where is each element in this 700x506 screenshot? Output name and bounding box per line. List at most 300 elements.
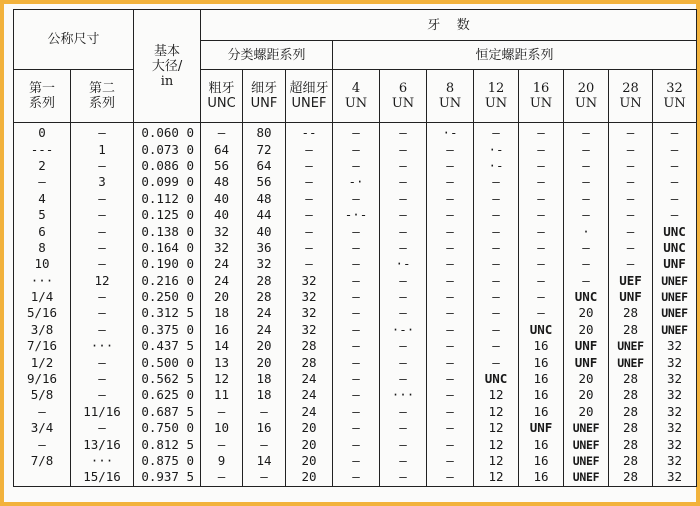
- un28-cell: 28: [609, 420, 653, 436]
- constant-col-tpi: 28: [622, 81, 639, 96]
- constant-col-series: UN: [391, 96, 415, 111]
- constant-col-tpi: 20: [577, 81, 595, 96]
- first-series-cell: [14, 469, 71, 486]
- un20-cell: 20: [564, 322, 609, 338]
- second-series-cell: 13/16: [71, 436, 134, 452]
- un32-cell: UNC: [653, 223, 697, 239]
- fine-cell: —: [243, 436, 286, 452]
- constant-col-series: UN: [438, 96, 462, 111]
- un4-cell: —: [333, 436, 380, 452]
- constant-col-series: UN: [344, 96, 368, 111]
- un20-cell: UNEF: [564, 469, 609, 486]
- un16-cell: UNF: [519, 420, 564, 436]
- fine-cell: 24: [243, 305, 286, 321]
- table-row: [14, 404, 697, 420]
- second-series-label-1: 第二: [89, 81, 116, 96]
- fine-label-2: UNF: [250, 96, 278, 111]
- extra-fine-cell: —: [286, 158, 333, 174]
- un8-cell: —: [427, 338, 474, 354]
- un20-cell: 20: [564, 371, 609, 387]
- un8-cell: —: [427, 207, 474, 223]
- first-series-cell: —: [14, 174, 71, 190]
- un28-cell: —: [609, 207, 653, 223]
- basic-diameter-cell: 0.086 0: [134, 158, 201, 174]
- un20-cell: UNF: [564, 354, 609, 370]
- constant-series-header: 恒定螺距系列: [333, 41, 697, 70]
- un8-cell: —: [427, 191, 474, 207]
- basic-diameter-cell: 0.250 0: [134, 289, 201, 305]
- coarse-cell: 14: [201, 338, 243, 354]
- un12-cell: 12: [474, 453, 519, 469]
- constant-col-header: [653, 70, 697, 123]
- un16-cell: —: [519, 240, 564, 256]
- table-row: [14, 436, 697, 452]
- table-row: [14, 453, 697, 469]
- un20-cell: ·: [564, 223, 609, 239]
- un6-cell: —: [380, 305, 427, 321]
- coarse-cell: 56: [201, 158, 243, 174]
- un8-cell: —: [427, 354, 474, 370]
- un32-cell: 32: [653, 371, 697, 387]
- extra-fine-cell: 32: [286, 273, 333, 289]
- tpi-header: 牙 数: [201, 10, 697, 41]
- second-series-cell: —: [71, 289, 134, 305]
- constant-col-series: UN: [574, 96, 598, 111]
- un28-cell: 28: [609, 453, 653, 469]
- second-series-cell: —: [71, 387, 134, 403]
- coarse-cell: 64: [201, 141, 243, 157]
- un28-cell: UEF: [609, 273, 653, 289]
- un20-cell: UNEF: [564, 453, 609, 469]
- second-series-cell: —: [71, 256, 134, 272]
- un16-cell: —: [519, 256, 564, 272]
- basic-diameter-label-3: in: [160, 73, 174, 89]
- fine-cell: 32: [243, 256, 286, 272]
- un8-cell: —: [427, 404, 474, 420]
- basic-diameter-cell: 0.060 0: [134, 123, 201, 142]
- second-series-cell: —: [71, 158, 134, 174]
- un4-cell: -·: [333, 174, 380, 190]
- un32-cell: —: [653, 158, 697, 174]
- first-series-cell: 5: [14, 207, 71, 223]
- un6-cell: —: [380, 240, 427, 256]
- un4-cell: —: [333, 191, 380, 207]
- un20-cell: 20: [564, 387, 609, 403]
- un6-cell: —: [380, 123, 427, 142]
- coarse-cell: 24: [201, 273, 243, 289]
- first-series-cell: 3/8: [14, 322, 71, 338]
- un32-cell: 32: [653, 354, 697, 370]
- un32-cell: UNF: [653, 256, 697, 272]
- constant-col-header: [427, 70, 474, 123]
- fine-cell: 56: [243, 174, 286, 190]
- un4-cell: —: [333, 420, 380, 436]
- un32-cell: —: [653, 191, 697, 207]
- basic-diameter-cell: 0.937 5: [134, 469, 201, 486]
- un4-cell: —: [333, 453, 380, 469]
- constant-col-tpi: 4: [351, 81, 361, 96]
- un4-cell: —: [333, 387, 380, 403]
- un20-cell: —: [564, 191, 609, 207]
- un12-cell: UNC: [474, 371, 519, 387]
- first-series-cell: 7/8: [14, 453, 71, 469]
- table-row: [14, 207, 697, 223]
- second-series-cell: 3: [71, 174, 134, 190]
- un20-cell: —: [564, 123, 609, 142]
- un16-cell: —: [519, 223, 564, 239]
- second-series-cell: —: [71, 191, 134, 207]
- un16-cell: 16: [519, 453, 564, 469]
- coarse-cell: 32: [201, 223, 243, 239]
- un8-cell: —: [427, 174, 474, 190]
- second-series-cell: 12: [71, 273, 134, 289]
- un32-cell: —: [653, 123, 697, 142]
- fine-cell: 20: [243, 338, 286, 354]
- table-row: [14, 273, 697, 289]
- extra-fine-cell: 20: [286, 469, 333, 486]
- coarse-label-1: 粗牙: [208, 81, 235, 96]
- extra-fine-cell: 20: [286, 436, 333, 452]
- table-row: [14, 305, 697, 321]
- un32-cell: 32: [653, 420, 697, 436]
- extra-fine-cell: —: [286, 141, 333, 157]
- un16-cell: 16: [519, 354, 564, 370]
- un4-cell: —: [333, 256, 380, 272]
- extra-fine-cell: —: [286, 207, 333, 223]
- second-series-cell: —: [71, 305, 134, 321]
- un8-cell: —: [427, 141, 474, 157]
- un28-cell: —: [609, 158, 653, 174]
- un28-cell: 28: [609, 305, 653, 321]
- fine-cell: 20: [243, 354, 286, 370]
- un20-cell: UNC: [564, 289, 609, 305]
- first-series-cell: 0: [14, 123, 71, 142]
- un16-cell: 16: [519, 387, 564, 403]
- second-series-cell: 1: [71, 141, 134, 157]
- coarse-cell: 18: [201, 305, 243, 321]
- un6-cell: —: [380, 404, 427, 420]
- second-series-header: [71, 70, 134, 123]
- un8-cell: —: [427, 420, 474, 436]
- first-series-cell: 4: [14, 191, 71, 207]
- un16-cell: UNC: [519, 322, 564, 338]
- un12-cell: —: [474, 338, 519, 354]
- fine-cell: 18: [243, 387, 286, 403]
- coarse-cell: 24: [201, 256, 243, 272]
- un8-cell: —: [427, 322, 474, 338]
- un28-cell: UNEF: [609, 338, 653, 354]
- coarse-cell: —: [201, 436, 243, 452]
- un16-cell: 16: [519, 469, 564, 486]
- basic-diameter-cell: 0.164 0: [134, 240, 201, 256]
- un32-cell: 32: [653, 453, 697, 469]
- un12-cell: —: [474, 289, 519, 305]
- un16-cell: —: [519, 158, 564, 174]
- un6-cell: —: [380, 371, 427, 387]
- first-series-cell: 1/2: [14, 354, 71, 370]
- fine-cell: 16: [243, 420, 286, 436]
- basic-diameter-cell: 0.687 5: [134, 404, 201, 420]
- un4-cell: —: [333, 141, 380, 157]
- coarse-label-2: UNC: [207, 96, 236, 111]
- fine-cell: 80: [243, 123, 286, 142]
- basic-diameter-cell: 0.312 5: [134, 305, 201, 321]
- un8-cell: —: [427, 240, 474, 256]
- table-row: [14, 123, 697, 142]
- coarse-cell: 40: [201, 191, 243, 207]
- fine-cell: 36: [243, 240, 286, 256]
- un28-cell: 28: [609, 371, 653, 387]
- second-series-cell: 11/16: [71, 404, 134, 420]
- constant-col-header: [564, 70, 609, 123]
- un32-cell: UNEF: [653, 273, 697, 289]
- fine-cell: 72: [243, 141, 286, 157]
- constant-col-header: [380, 70, 427, 123]
- un6-cell: —: [380, 223, 427, 239]
- nominal-size-header: 公称尺寸: [14, 10, 134, 70]
- second-series-cell: 15/16: [71, 469, 134, 486]
- un6-cell: ···: [380, 387, 427, 403]
- un8-cell: —: [427, 453, 474, 469]
- fine-cell: 48: [243, 191, 286, 207]
- un12-cell: —: [474, 191, 519, 207]
- fine-cell: 18: [243, 371, 286, 387]
- un8-cell: ·-: [427, 123, 474, 142]
- coarse-cell: 20: [201, 289, 243, 305]
- first-series-cell: 5/8: [14, 387, 71, 403]
- table-row: [14, 354, 697, 370]
- un6-cell: —: [380, 273, 427, 289]
- second-series-cell: —: [71, 223, 134, 239]
- table-row: [14, 371, 697, 387]
- extra-fine-cell: --: [286, 123, 333, 142]
- extra-fine-cell: —: [286, 223, 333, 239]
- un12-cell: 12: [474, 387, 519, 403]
- basic-diameter-cell: 0.099 0: [134, 174, 201, 190]
- coarse-cell: —: [201, 123, 243, 142]
- first-series-cell: 10: [14, 256, 71, 272]
- un6-cell: —: [380, 469, 427, 486]
- table-row: [14, 141, 697, 157]
- basic-diameter-label-2: 大径/: [151, 58, 183, 74]
- extra-fine-label-2: UNEF: [291, 96, 327, 111]
- first-series-cell: 7/16: [14, 338, 71, 354]
- un32-cell: UNEF: [653, 305, 697, 321]
- un4-cell: —: [333, 123, 380, 142]
- table-row: [14, 469, 697, 486]
- un32-cell: 32: [653, 404, 697, 420]
- extra-fine-cell: 20: [286, 453, 333, 469]
- un6-cell: ·-: [380, 256, 427, 272]
- un8-cell: —: [427, 371, 474, 387]
- extra-fine-cell: 24: [286, 371, 333, 387]
- un8-cell: —: [427, 158, 474, 174]
- un12-cell: —: [474, 174, 519, 190]
- un20-cell: —: [564, 207, 609, 223]
- un28-cell: —: [609, 191, 653, 207]
- first-series-cell: —: [14, 436, 71, 452]
- un12-cell: —: [474, 207, 519, 223]
- extra-fine-label-1: 超细牙: [289, 81, 329, 96]
- un20-cell: —: [564, 240, 609, 256]
- un32-cell: —: [653, 174, 697, 190]
- un12-cell: 12: [474, 420, 519, 436]
- un20-cell: —: [564, 158, 609, 174]
- first-series-cell: ---: [14, 141, 71, 157]
- un32-cell: 32: [653, 436, 697, 452]
- extra-fine-cell: 24: [286, 404, 333, 420]
- second-series-cell: —: [71, 354, 134, 370]
- graded-series-header: 分类螺距系列: [201, 41, 333, 70]
- un28-cell: —: [609, 174, 653, 190]
- fine-cell: —: [243, 404, 286, 420]
- un8-cell: —: [427, 387, 474, 403]
- second-series-cell: —: [71, 420, 134, 436]
- un16-cell: —: [519, 141, 564, 157]
- un28-cell: 28: [609, 469, 653, 486]
- un12-cell: 12: [474, 404, 519, 420]
- un28-cell: 28: [609, 436, 653, 452]
- constant-col-tpi: 6: [398, 81, 408, 96]
- un16-cell: —: [519, 207, 564, 223]
- un4-cell: —: [333, 289, 380, 305]
- fine-cell: 14: [243, 453, 286, 469]
- first-series-cell: 5/16: [14, 305, 71, 321]
- un28-cell: 28: [609, 387, 653, 403]
- basic-diameter-cell: 0.500 0: [134, 354, 201, 370]
- first-series-cell: 1/4: [14, 289, 71, 305]
- un32-cell: —: [653, 207, 697, 223]
- table-row: [14, 420, 697, 436]
- constant-col-tpi: 8: [445, 81, 455, 96]
- second-series-label-2: 系列: [89, 96, 116, 111]
- un20-cell: —: [564, 141, 609, 157]
- second-series-cell: ···: [71, 338, 134, 354]
- coarse-cell: —: [201, 469, 243, 486]
- un16-cell: —: [519, 191, 564, 207]
- un8-cell: —: [427, 305, 474, 321]
- constant-col-header: [609, 70, 653, 123]
- table-row: [14, 322, 697, 338]
- coarse-cell: 13: [201, 354, 243, 370]
- un20-cell: 20: [564, 404, 609, 420]
- table-row: [14, 338, 697, 354]
- extra-fine-cell: 32: [286, 305, 333, 321]
- constant-col-tpi: 32: [666, 81, 683, 96]
- second-series-cell: ···: [71, 453, 134, 469]
- un20-cell: UNEF: [564, 420, 609, 436]
- un6-cell: ·-·: [380, 322, 427, 338]
- un16-cell: —: [519, 305, 564, 321]
- un16-cell: 16: [519, 338, 564, 354]
- basic-diameter-cell: 0.812 5: [134, 436, 201, 452]
- un6-cell: —: [380, 191, 427, 207]
- un6-cell: —: [380, 289, 427, 305]
- first-series-cell: 8: [14, 240, 71, 256]
- basic-diameter-header: [134, 10, 201, 123]
- un32-cell: UNEF: [653, 289, 697, 305]
- un32-cell: 32: [653, 387, 697, 403]
- coarse-cell: 10: [201, 420, 243, 436]
- fine-cell: 28: [243, 289, 286, 305]
- extra-fine-cell: 32: [286, 289, 333, 305]
- basic-diameter-cell: 0.750 0: [134, 420, 201, 436]
- fine-cell: 28: [243, 273, 286, 289]
- extra-fine-cell: 20: [286, 420, 333, 436]
- extra-fine-cell: 24: [286, 387, 333, 403]
- un4-cell: —: [333, 305, 380, 321]
- fine-cell: 64: [243, 158, 286, 174]
- first-series-header: [14, 70, 71, 123]
- first-series-cell: 9/16: [14, 371, 71, 387]
- fine-cell: 44: [243, 207, 286, 223]
- un32-cell: UNEF: [653, 322, 697, 338]
- basic-diameter-cell: 0.625 0: [134, 387, 201, 403]
- coarse-cell: 9: [201, 453, 243, 469]
- constant-col-header: [519, 70, 564, 123]
- un28-cell: UNEF: [609, 354, 653, 370]
- basic-diameter-cell: 0.562 5: [134, 371, 201, 387]
- un28-cell: —: [609, 240, 653, 256]
- un28-cell: 28: [609, 322, 653, 338]
- coarse-cell: 12: [201, 371, 243, 387]
- un4-cell: —: [333, 354, 380, 370]
- first-series-label-1: 第一: [28, 81, 55, 96]
- second-series-cell: —: [71, 322, 134, 338]
- second-series-cell: —: [71, 207, 134, 223]
- un8-cell: —: [427, 436, 474, 452]
- table-row: [14, 223, 697, 239]
- table-row: [14, 191, 697, 207]
- un12-cell: —: [474, 240, 519, 256]
- un4-cell: —: [333, 223, 380, 239]
- un28-cell: UNF: [609, 289, 653, 305]
- coarse-cell: 48: [201, 174, 243, 190]
- un12-cell: 12: [474, 469, 519, 486]
- un4-cell: —: [333, 240, 380, 256]
- un16-cell: 16: [519, 371, 564, 387]
- un6-cell: —: [380, 436, 427, 452]
- un4-cell: —: [333, 322, 380, 338]
- un6-cell: —: [380, 354, 427, 370]
- un20-cell: —: [564, 273, 609, 289]
- extra-fine-cell: 28: [286, 338, 333, 354]
- constant-col-series: UN: [484, 96, 508, 111]
- un12-cell: —: [474, 354, 519, 370]
- un4-cell: —: [333, 404, 380, 420]
- second-series-cell: —: [71, 240, 134, 256]
- un28-cell: —: [609, 223, 653, 239]
- un20-cell: —: [564, 174, 609, 190]
- un28-cell: —: [609, 256, 653, 272]
- un16-cell: 16: [519, 404, 564, 420]
- basic-diameter-label-1: 基本: [154, 43, 181, 59]
- un6-cell: —: [380, 207, 427, 223]
- un16-cell: —: [519, 174, 564, 190]
- constant-col-tpi: 16: [532, 81, 550, 96]
- un20-cell: UNF: [564, 338, 609, 354]
- un4-cell: —: [333, 469, 380, 486]
- coarse-cell: 11: [201, 387, 243, 403]
- un16-cell: —: [519, 123, 564, 142]
- un12-cell: —: [474, 322, 519, 338]
- table-row: [14, 174, 697, 190]
- un6-cell: —: [380, 338, 427, 354]
- un32-cell: UNC: [653, 240, 697, 256]
- fine-header: [243, 70, 286, 123]
- table-row: [14, 387, 697, 403]
- un16-cell: —: [519, 289, 564, 305]
